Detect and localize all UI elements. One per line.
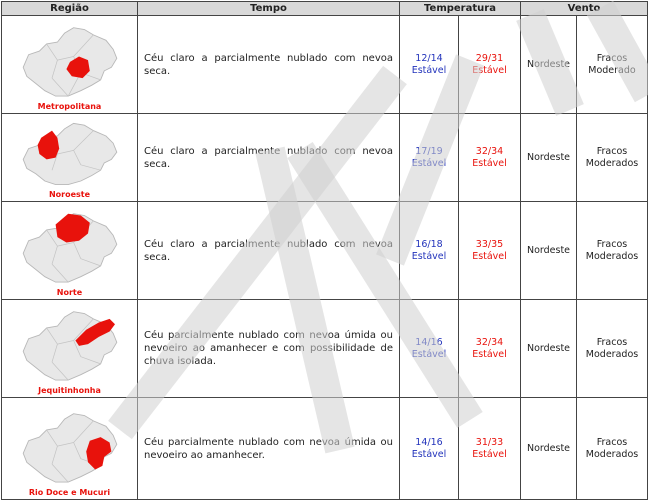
header-row bbox=[2, 2, 648, 16]
min-temperature bbox=[400, 300, 459, 398]
min-temp-trend: Estável bbox=[411, 250, 447, 262]
max-temp-value: 32/34 bbox=[475, 336, 504, 348]
wind-intensity bbox=[577, 16, 648, 114]
min-temperature bbox=[400, 16, 459, 114]
min-temperature bbox=[400, 114, 459, 202]
min-temp-value: 14/16 bbox=[415, 436, 443, 448]
header-temperatura: Temperatura bbox=[400, 2, 521, 16]
max-temp-trend: Estável bbox=[472, 448, 507, 460]
wind-intensity-line1: Fracos bbox=[596, 52, 628, 64]
min-temp-value: 12/14 bbox=[415, 52, 443, 64]
weather-description: Céu parcialmente nublado com nevoa úmida ou nevoeiro ao amanhecer e com possibilidade de chuva isolada. bbox=[138, 300, 400, 398]
region-name: Norte bbox=[56, 288, 83, 297]
max-temperature bbox=[459, 16, 521, 114]
wind-direction: Nordeste bbox=[521, 202, 577, 300]
wind-intensity bbox=[577, 398, 648, 500]
region-name: Rio Doce e Mucuri bbox=[28, 488, 111, 497]
min-temperature bbox=[400, 202, 459, 300]
max-temp-value: 31/33 bbox=[475, 436, 504, 448]
region-cell bbox=[2, 398, 138, 500]
weather-description: Céu claro a parcialmente nublado com nevoa seca. bbox=[138, 16, 400, 114]
region-map-image bbox=[16, 304, 124, 386]
header-tempo: Tempo bbox=[138, 2, 400, 16]
min-temp-trend: Estável bbox=[411, 64, 447, 76]
region-cell bbox=[2, 16, 138, 114]
wind-intensity-line1: Fracos bbox=[596, 238, 628, 250]
max-temp-trend: Estável bbox=[472, 348, 507, 360]
wind-intensity bbox=[577, 202, 648, 300]
min-temp-trend: Estável bbox=[411, 448, 447, 460]
weather-description: Céu claro a parcialmente nublado com nevoa seca. bbox=[138, 202, 400, 300]
header-regiao: Região bbox=[2, 2, 138, 16]
max-temp-trend: Estável bbox=[472, 64, 507, 76]
header-vento: Vento bbox=[521, 2, 648, 16]
region-cell bbox=[2, 300, 138, 398]
wind-intensity-line1: Fracos bbox=[596, 436, 628, 448]
region-name: Noroeste bbox=[48, 190, 91, 199]
max-temperature bbox=[459, 202, 521, 300]
min-temperature bbox=[400, 398, 459, 500]
wind-intensity bbox=[577, 300, 648, 398]
wind-direction: Nordeste bbox=[521, 114, 577, 202]
table-row bbox=[2, 398, 648, 500]
wind-intensity bbox=[577, 114, 648, 202]
table-row bbox=[2, 202, 648, 300]
min-temp-value: 17/19 bbox=[415, 145, 443, 157]
wind-intensity-line2: Moderados bbox=[585, 157, 639, 169]
max-temp-value: 32/34 bbox=[475, 145, 504, 157]
min-temp-trend: Estável bbox=[411, 157, 447, 169]
region-map-image bbox=[16, 118, 124, 190]
max-temperature bbox=[459, 398, 521, 500]
forecast-table bbox=[1, 1, 648, 500]
weather-description: Céu parcialmente nublado com nevoa úmida ou nevoeiro ao amanhecer. bbox=[138, 398, 400, 500]
wind-intensity-line2: Moderado bbox=[588, 64, 636, 76]
table-row bbox=[2, 300, 648, 398]
region-map-image bbox=[16, 406, 124, 488]
region-map-image bbox=[16, 206, 124, 288]
region-name: Metropolitana bbox=[37, 102, 102, 111]
wind-intensity-line2: Moderados bbox=[585, 250, 639, 262]
wind-intensity-line1: Fracos bbox=[596, 336, 628, 348]
max-temp-trend: Estável bbox=[472, 250, 507, 262]
table-row bbox=[2, 114, 648, 202]
table-row bbox=[2, 16, 648, 114]
region-map-image bbox=[16, 20, 124, 102]
min-temp-value: 16/18 bbox=[415, 238, 443, 250]
min-temp-trend: Estável bbox=[411, 348, 447, 360]
max-temperature bbox=[459, 300, 521, 398]
wind-intensity-line2: Moderados bbox=[585, 448, 639, 460]
wind-intensity-line2: Moderados bbox=[585, 348, 639, 360]
wind-intensity-line1: Fracos bbox=[596, 145, 628, 157]
max-temp-value: 29/31 bbox=[475, 52, 504, 64]
max-temp-trend: Estável bbox=[472, 157, 507, 169]
min-temp-value: 14/16 bbox=[415, 336, 443, 348]
wind-direction: Nordeste bbox=[521, 16, 577, 114]
weather-description: Céu claro a parcialmente nublado com nevoa seca. bbox=[138, 114, 400, 202]
wind-direction: Nordeste bbox=[521, 398, 577, 500]
region-cell bbox=[2, 114, 138, 202]
region-name: Jequitinhonha bbox=[38, 386, 101, 395]
max-temp-value: 33/35 bbox=[475, 238, 504, 250]
max-temperature bbox=[459, 114, 521, 202]
region-cell bbox=[2, 202, 138, 300]
wind-direction: Nordeste bbox=[521, 300, 577, 398]
